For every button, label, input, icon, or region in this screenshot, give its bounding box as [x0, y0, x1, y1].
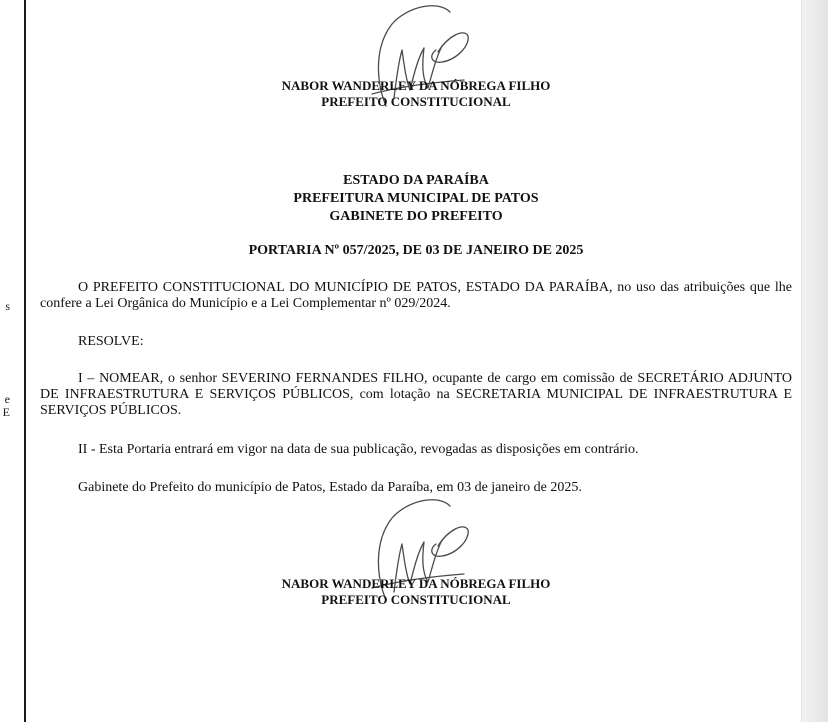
header-office: GABINETE DO PREFEITO [329, 209, 503, 224]
article-2-paragraph: II - Esta Portaria entrará em vigor na data de sua publicação, revogadas as disposições em contrário. [78, 442, 639, 457]
resolve-label: RESOLVE: [78, 334, 144, 349]
left-margin-fragment: e [4, 392, 10, 406]
left-margin-fragment: E [2, 405, 10, 419]
viewer-background-edge [801, 0, 828, 722]
previous-page-edge [0, 0, 26, 722]
portaria-title: PORTARIA Nº 057/2025, DE 03 DE JANEIRO DE 2025 [248, 243, 584, 258]
signatory-name: NABOR WANDERLEY DA NÓBREGA FILHO [281, 78, 551, 93]
signatory-role: PREFEITO CONSTITUCIONAL [321, 94, 511, 109]
preamble-paragraph: O PREFEITO CONSTITUCIONAL DO MUNICÍPIO DE PATOS, ESTADO DA PARAÍBA, no uso das atribuições que lhe confere a Lei Orgânica do Município e a Lei Complementar nº 029/2024. [40, 280, 792, 311]
signatory-role: PREFEITO CONSTITUCIONAL [321, 592, 511, 607]
left-margin-fragment: s [5, 299, 10, 313]
header-municipality: PREFEITURA MUNICIPAL DE PATOS [293, 191, 539, 206]
closing-paragraph: Gabinete do Prefeito do município de Patos, Estado da Paraíba, em 03 de janeiro de 2025. [78, 480, 582, 495]
header-state: ESTADO DA PARAÍBA [343, 173, 489, 188]
article-1-paragraph: I – NOMEAR, o senhor SEVERINO FERNANDES FILHO, ocupante de cargo em comissão de SECRETÁRIO ADJUNTO DE INFRAESTRUTURA E SERVIÇOS PÚBLICOS, com lotação na SECRETARIA MUNICIPAL DE INFRAESTRUTURA E SERVIÇOS PÚBLICOS. [40, 371, 792, 418]
signatory-name: NABOR WANDERLEY DA NÓBREGA FILHO [281, 576, 551, 591]
document-page [26, 0, 802, 722]
